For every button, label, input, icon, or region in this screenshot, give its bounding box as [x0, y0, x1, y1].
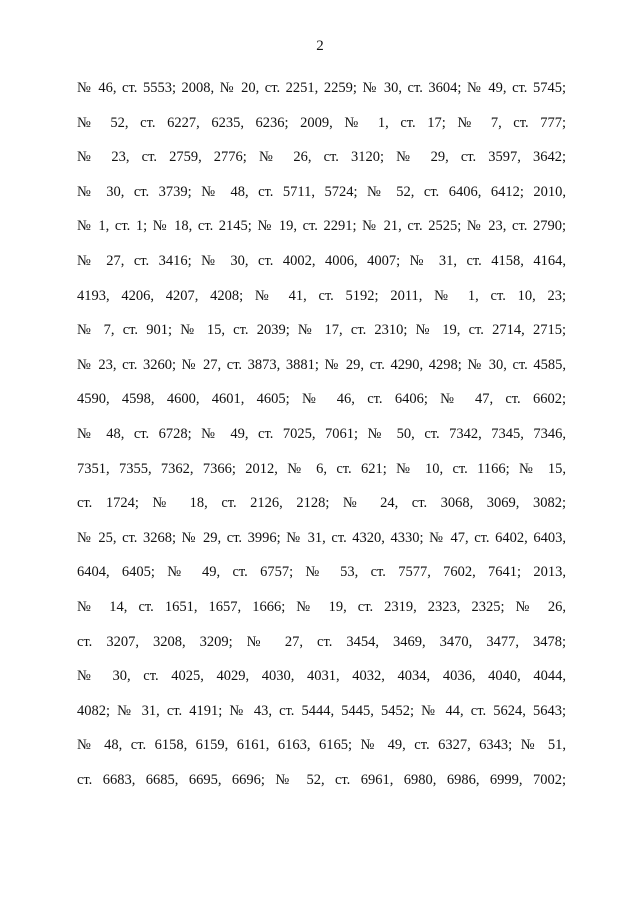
text-line: № 52, ст. 6227, 6235, 6236; 2009, № 1, ст. 17; № 7, ст. 777;	[77, 114, 566, 131]
text-line: № 25, ст. 3268; № 29, ст. 3996; № 31, ст. 4320, 4330; № 47, ст. 6402, 6403,	[77, 529, 566, 546]
text-line: ст. 3207, 3208, 3209; № 27, ст. 3454, 3469, 3470, 3477, 3478;	[77, 633, 566, 650]
text-line: № 48, ст. 6158, 6159, 6161, 6163, 6165; № 49, ст. 6327, 6343; № 51,	[77, 737, 566, 754]
text-line: № 7, ст. 901; № 15, ст. 2039; № 17, ст. 2310; № 19, ст. 2714, 2715;	[77, 322, 566, 339]
text-line: № 23, ст. 2759, 2776; № 26, ст. 3120; № 29, ст. 3597, 3642;	[77, 149, 566, 166]
text-line: № 14, ст. 1651, 1657, 1666; № 19, ст. 2319, 2323, 2325; № 26,	[77, 598, 566, 615]
text-line: № 48, ст. 6728; № 49, ст. 7025, 7061; № 50, ст. 7342, 7345, 7346,	[77, 425, 566, 442]
text-line: № 30, ст. 3739; № 48, ст. 5711, 5724; № 52, ст. 6406, 6412; 2010,	[77, 183, 566, 200]
text-line: 4590, 4598, 4600, 4601, 4605; № 46, ст. 6406; № 47, ст. 6602;	[77, 391, 566, 408]
document-body	[77, 78, 566, 804]
text-line: 6404, 6405; № 49, ст. 6757; № 53, ст. 7577, 7602, 7641; 2013,	[77, 564, 566, 581]
text-line: № 46, ст. 5553; 2008, № 20, ст. 2251, 2259; № 30, ст. 3604; № 49, ст. 5745;	[77, 80, 566, 96]
text-line: № 27, ст. 3416; № 30, ст. 4002, 4006, 4007; № 31, ст. 4158, 4164,	[77, 252, 566, 269]
text-line: № 30, ст. 4025, 4029, 4030, 4031, 4032, 4034, 4036, 4040, 4044,	[77, 668, 566, 685]
text-line: 4193, 4206, 4207, 4208; № 41, ст. 5192; 2011, № 1, ст. 10, 23;	[77, 287, 566, 304]
text-line: ст. 6683, 6685, 6695, 6696; № 52, ст. 6961, 6980, 6986, 6999, 7002;	[77, 771, 566, 788]
text-line: № 1, ст. 1; № 18, ст. 2145; № 19, ст. 2291; № 21, ст. 2525; № 23, ст. 2790;	[77, 218, 566, 235]
text-line: 7351, 7355, 7362, 7366; 2012, № 6, ст. 621; № 10, ст. 1166; № 15,	[77, 460, 566, 477]
text-line: 4082; № 31, ст. 4191; № 43, ст. 5444, 5445, 5452; № 44, ст. 5624, 5643;	[77, 702, 566, 719]
text-line: № 23, ст. 3260; № 27, ст. 3873, 3881; № 29, ст. 4290, 4298; № 30, ст. 4585,	[77, 356, 566, 373]
text-line: ст. 1724; № 18, ст. 2126, 2128; № 24, ст. 3068, 3069, 3082;	[77, 495, 566, 512]
page-number: 2	[316, 38, 324, 54]
